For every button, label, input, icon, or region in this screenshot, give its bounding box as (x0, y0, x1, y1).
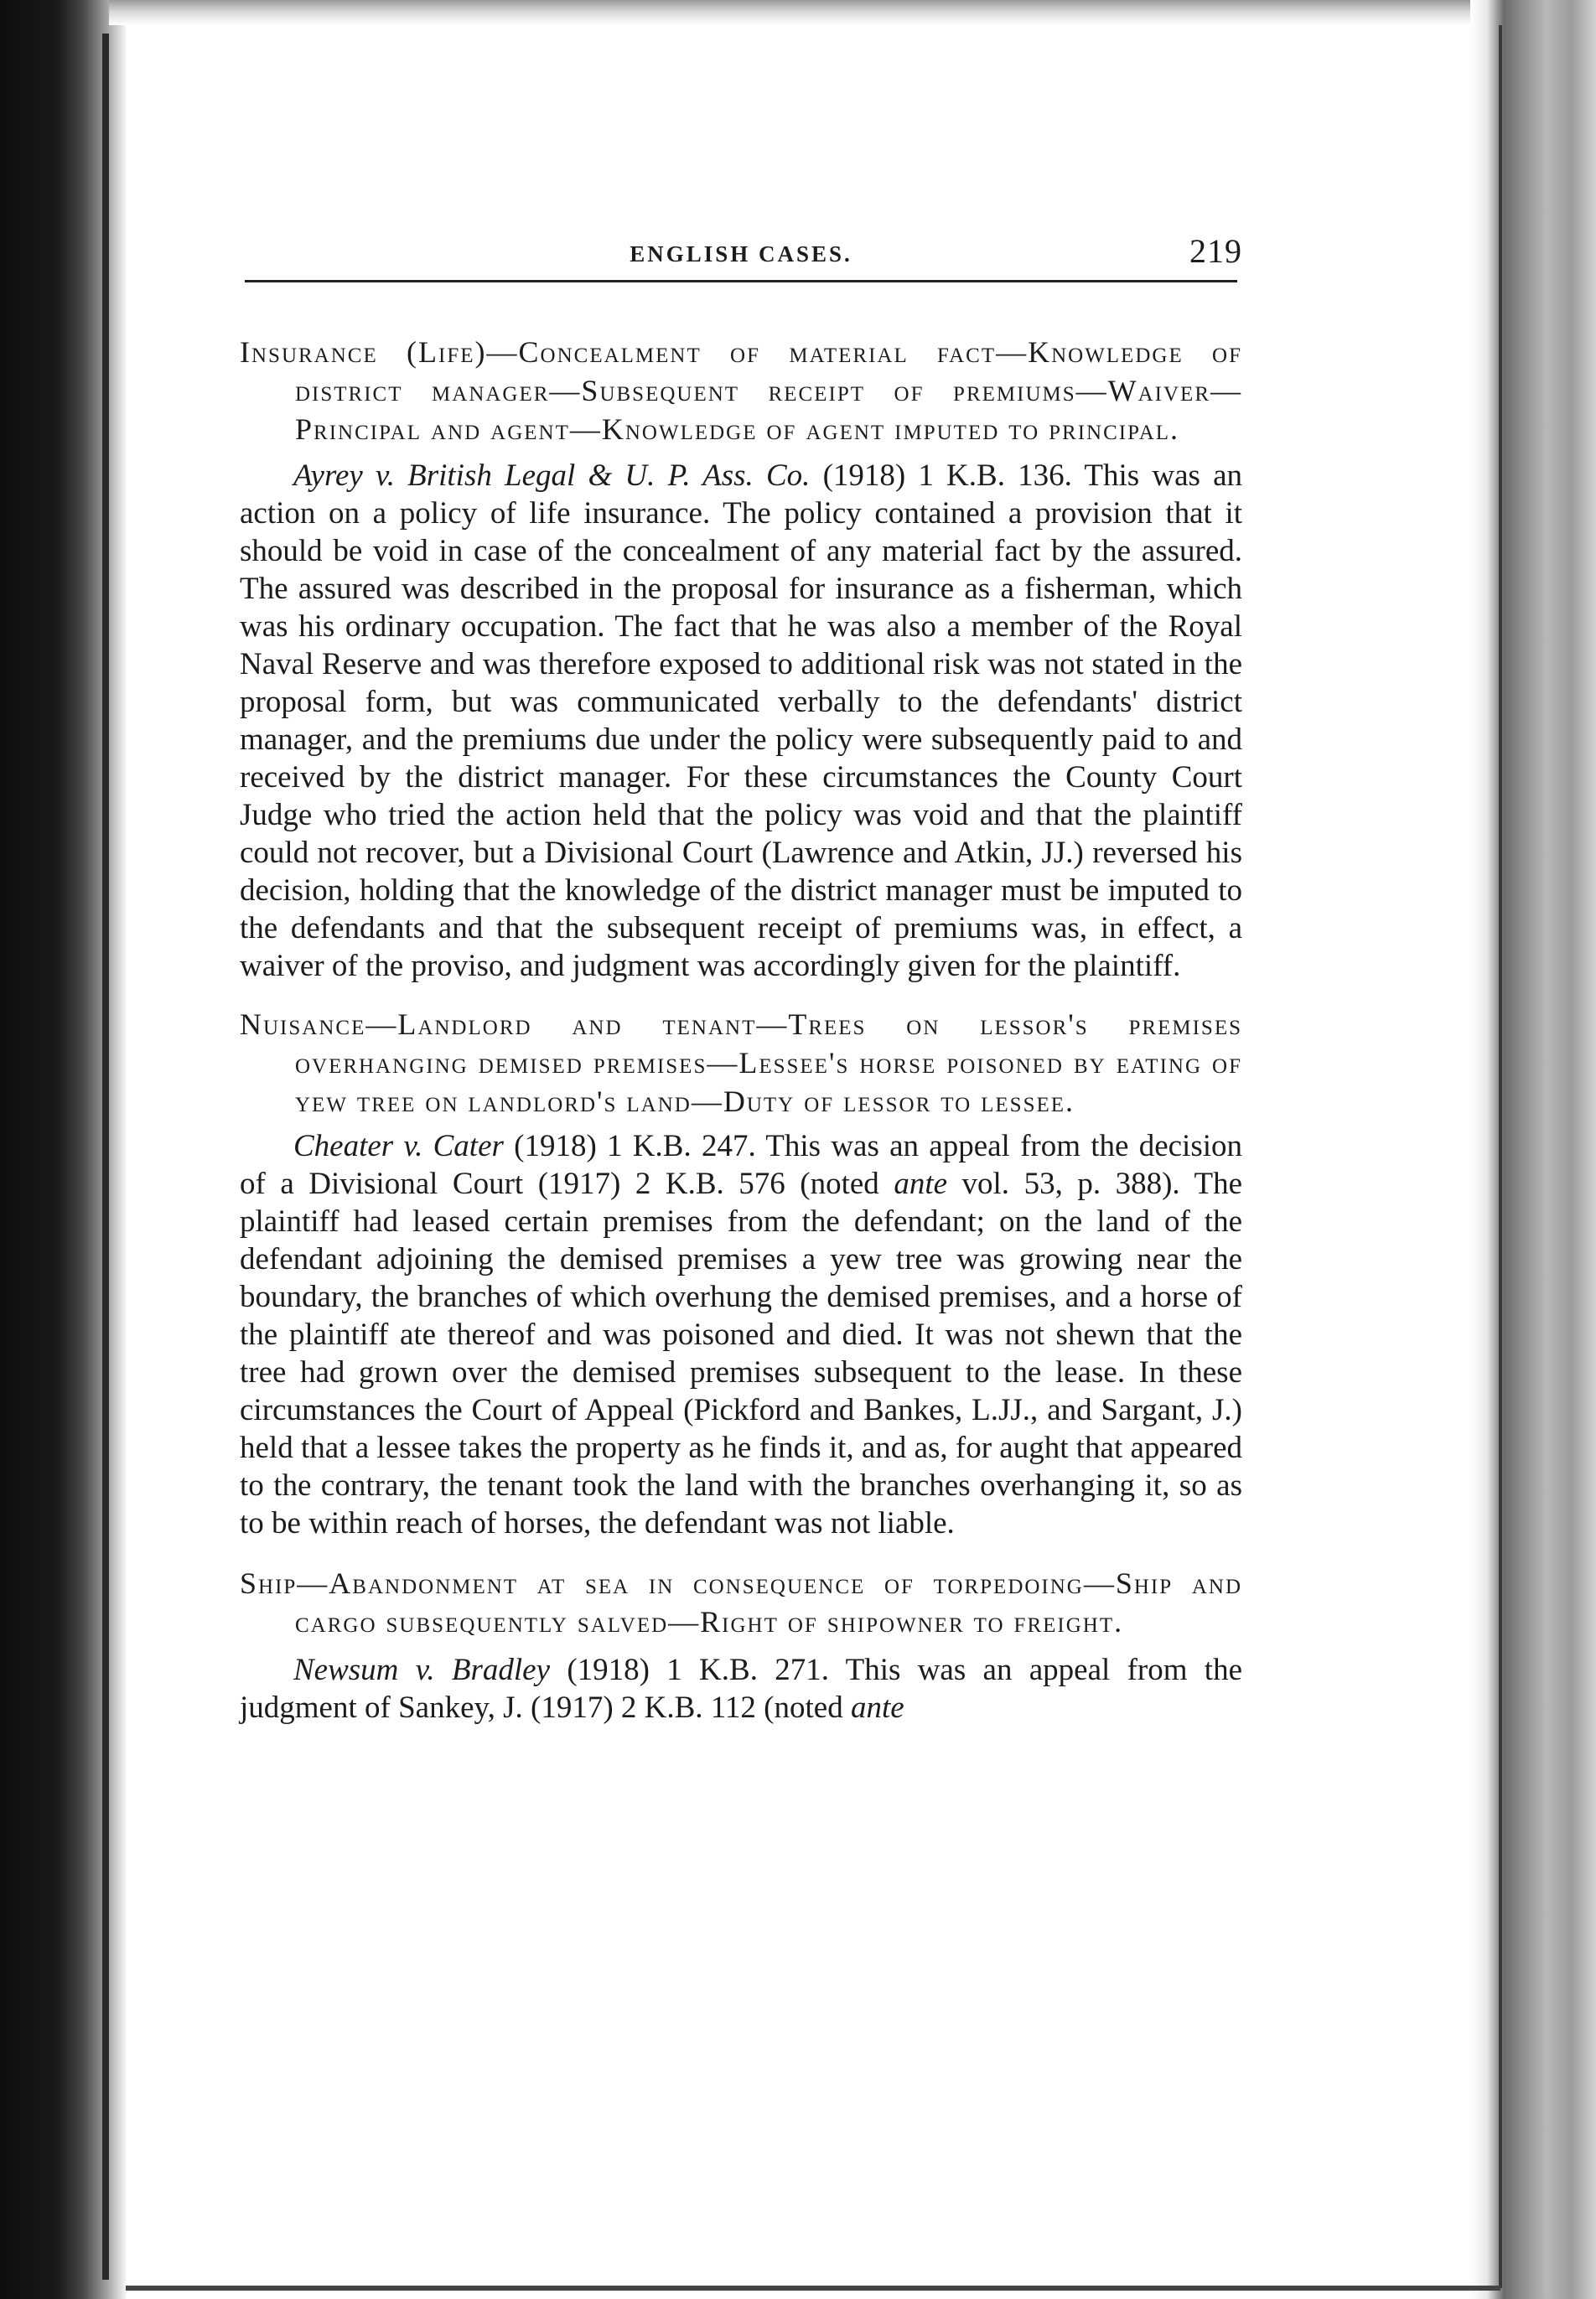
case-citation: (1918) 1 K.B. 136. (822, 458, 1072, 493)
case-body: This was an appeal from the decision of a Divisional Court (1917) 2 K.B. 576 (noted (240, 1129, 1243, 1201)
scan-right-edge (1470, 0, 1596, 2299)
case-headnote: Insurance (Life)—Concealment of material fact—Knowledge of district manager—Subsequent receipt of premiums—Waiver—Principal and agent—Knowledge of agent imputed to principal. (240, 335, 1242, 446)
page-number: 219 (1189, 232, 1242, 270)
case-citation: (1918) 1 K.B. 271. (567, 1653, 829, 1687)
case-name: Newsum v. Bradley (293, 1653, 551, 1687)
scan-bottom-edge (126, 2286, 1500, 2291)
case-name: Cheater v. Cater (293, 1129, 504, 1163)
running-head (240, 226, 1242, 277)
case-body: This was an appeal from the judgment of Sankey, J. (1917) 2 K.B. 112 (noted (240, 1653, 1242, 1725)
page-content (240, 226, 1242, 1727)
header-rule (245, 280, 1237, 282)
scan-left-binding (102, 34, 109, 2280)
case-headnote: Nuisance—Landlord and tenant—Trees on lessor's premises overhanging demised premises—Lessee's horse poisoned by eating of yew tree on landlord's land—Duty of lessor to lessee. (240, 1007, 1242, 1118)
running-head-title: ENGLISH CASES. (630, 241, 852, 267)
ante-reference: ante (850, 1691, 904, 1725)
scan-top-edge (109, 0, 1484, 25)
case-headnote: Ship—Abandonment at sea in consequence of torpedoing—Ship and cargo subsequently salved—Right of shipowner to freight. (240, 1566, 1242, 1639)
case-paragraph (240, 1127, 1242, 1542)
case-body: This was an action on a policy of life insurance. The policy contained a provision that it should be void in case of the concealment of any material fact by the assured. The assured was described in the proposal for insurance as a fisherman, which was his ordinary occupation. The fact that he was also a member of the Royal Naval Reserve and was therefore exposed to additional risk was not stated in the proposal form, but was communicated verbally to the defendants' district manager, and the premiums due under the policy were subsequently paid to and received by the district manager. For these circumstances the County Court Judge who tried the action held that the policy was void and that the plaintiff could not recover, but a Divisional Court (Lawrence and Atkin, JJ.) reversed his decision, holding that the knowledge of the district manager must be imputed to the defendants and that the subsequent receipt of premiums was, in effect, a waiver of the proviso, and judgment was accordingly given for the plaintiff. (240, 458, 1242, 983)
case-paragraph (240, 457, 1242, 985)
case-body-continued: vol. 53, p. 388). The plaintiff had leased certain premises from the defendant; on the land of the defendant adjoining the demised premises a yew tree was growing near the boundary, the branches of which overhung the demised premises, and a horse of the plaintiff ate thereof and was poisoned and died. It was not shewn that the tree had grown over the demised premises subsequent to the lease. In these circumstances the Court of Appeal (Pickford and Bankes, L.JJ., and Sargant, J.) held that a lessee takes the property as he finds it, and as, for aught that appeared to the contrary, the tenant took the land with the branches overhanging it, so as to be within reach of horses, the defendant was not liable. (240, 1167, 1243, 1540)
case-paragraph (240, 1651, 1242, 1727)
scan-right-page-edge (1499, 25, 1502, 2288)
case-citation: (1918) 1 K.B. 247. (514, 1129, 756, 1163)
ante-reference: ante (894, 1167, 948, 1201)
case-name: Ayrey v. British Legal & U. P. Ass. Co. (293, 458, 811, 493)
